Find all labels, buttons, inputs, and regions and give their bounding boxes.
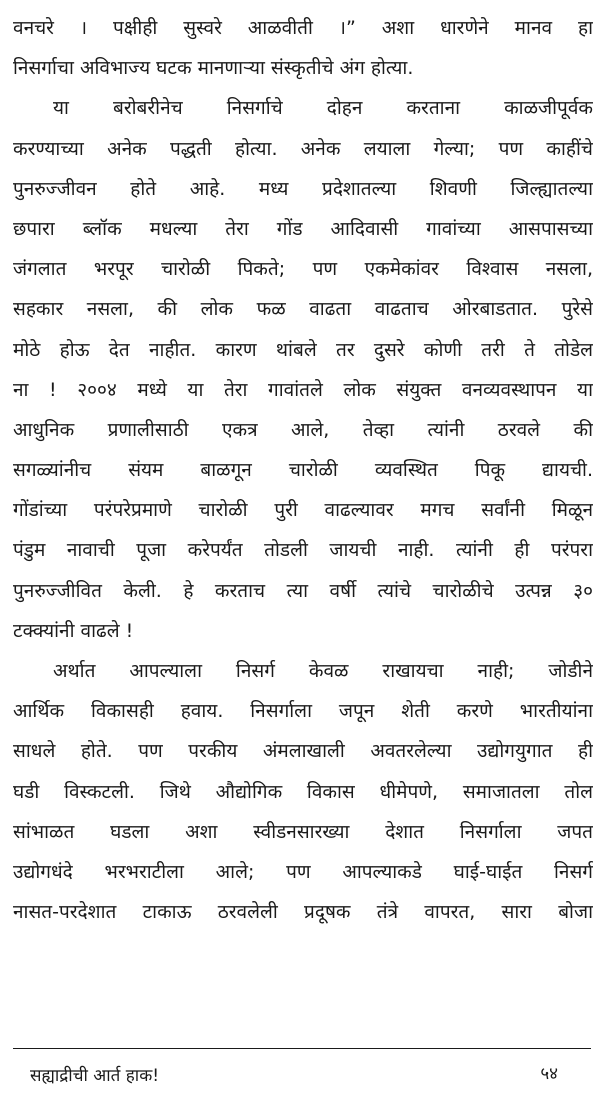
body-text <box>13 8 593 932</box>
text-line: वनचरे । पक्षीही सुस्वरे आळवीती ।” अशा धारणेने मानव हा <box>13 17 593 39</box>
text-line: घडी विस्कटली. जिथे औद्योगिक विकास धीमेपणे, समाजातला तोल <box>13 780 593 803</box>
text-line: जंगलात भरपूर चारोळी पिकते; पण एकमेकांवर विश्वास नसला, <box>13 258 593 281</box>
text-line: आधुनिक प्रणालीसाठी एकत्र आले, तेव्हा त्यांनी ठरवले की <box>13 418 593 441</box>
paragraph-first-line: या बरोबरीनेच निसर्गाचे दोहन करताना काळजीपूर्वक <box>53 97 593 120</box>
text-line: उद्योगधंदे भरभराटीला आले; पण आपल्याकडे घाई-घाईत निसर्ग <box>13 860 593 883</box>
text-line: करण्याच्या अनेक पद्धती होत्या. अनेक लयाला गेल्या; पण काहींचे <box>13 137 593 160</box>
text-line: ना ! २००४ मध्ये या तेरा गावांतले लोक संयुक्त वनव्यवस्थापन या <box>13 378 593 401</box>
text-line: पुनरुज्जीवन होते आहे. मध्य प्रदेशातल्या शिवणी जिल्ह्यातल्या <box>13 177 593 200</box>
text-line: आर्थिक विकासही हवाय. निसर्गाला जपून शेती करणे भारतीयांना <box>13 700 593 723</box>
text-line: छपारा ब्लॉक मधल्या तेरा गोंड आदिवासी गावांच्या आसपासच्या <box>13 217 593 240</box>
paragraph-first-line: अर्थात आपल्याला निसर्ग केवळ राखायचा नाही; जोडीने <box>53 660 593 682</box>
text-line: सहकार नसला, की लोक फळ वाढता वाढताच ओरबाडतात. पुरेसे <box>13 298 593 321</box>
text-line: गोंडांच्या परंपरेप्रमाणे चारोळी पुरी वाढल्यावर मगच सर्वांनी मिळून <box>13 499 593 522</box>
text-line: पुनरुज्जीवित केली. हे करताच त्या वर्षी त्यांचे चारोळीचे उत्पन्न ३० <box>13 579 593 602</box>
text-line: पंडुम नावाची पूजा करेपर्यंत तोडली जायची नाही. त्यांनी ही परंपरा <box>13 539 593 562</box>
footer-book-title: सह्याद्रीची आर्त हाक! <box>30 1066 160 1086</box>
text-line: सगळ्यांनीच संयम बाळगून चारोळी व्यवस्थित पिकू द्यायची. <box>13 459 593 482</box>
text-line: साधले होते. पण परकीय अंमलाखाली अवतरलेल्या उद्योगयुगात ही <box>13 740 593 763</box>
text-line: निसर्गाचा अविभाज्य घटक मानणाऱ्या संस्कृतीचे अंग होत्या. <box>13 57 414 80</box>
text-line: टक्क्यांनी वाढले ! <box>13 619 134 642</box>
text-line: सांभाळत घडला अशा स्वीडनसारख्या देशात निसर्गाला जपत <box>13 820 593 843</box>
footer-divider <box>13 1048 591 1049</box>
page-number: ५४ <box>540 1064 558 1084</box>
text-line: नासत-परदेशात टाकाऊ ठरवलेली प्रदूषक तंत्रे वापरत, सारा बोजा <box>13 901 593 924</box>
text-line: मोठे होऊ देत नाहीत. कारण थांबले तर दुसरे कोणी तरी ते तोडेल <box>13 338 593 361</box>
